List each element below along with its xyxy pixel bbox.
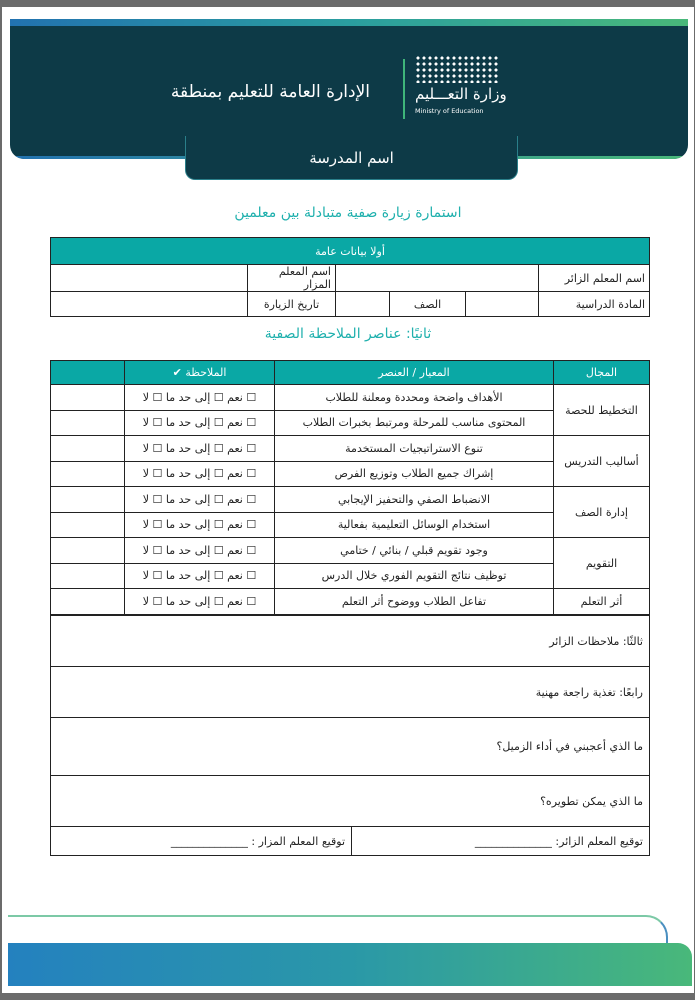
domain-cell: إدارة الصف [554, 487, 650, 538]
extra-cell[interactable] [51, 461, 125, 487]
section2-title: ثانيًا: عناصر الملاحظة الصفية [264, 326, 432, 342]
section1-header: أولا بيانات عامة [51, 238, 650, 265]
table-row [51, 385, 650, 411]
region-title: الإدارة العامة للتعليم بمنطقة [170, 82, 370, 102]
rating-checkboxes[interactable]: ☐ نعم ☐ إلى حد ما ☐ لا [125, 487, 275, 513]
criterion-cell: الأهداف واضحة ومحددة ومعلنة للطلاب [275, 385, 554, 411]
ministry-name-ar: وزارة التعـــليم [415, 85, 507, 103]
school-name-tab: اسم المدرسة [185, 136, 518, 180]
rating-checkboxes[interactable]: ☐ نعم ☐ إلى حد ما ☐ لا [125, 538, 275, 564]
rating-checkboxes[interactable]: ☐ نعم ☐ إلى حد ما ☐ لا [125, 461, 275, 487]
extra-cell[interactable] [51, 436, 125, 462]
col-extra [51, 361, 125, 385]
subject-field[interactable] [466, 292, 539, 317]
extra-cell[interactable] [51, 538, 125, 564]
criterion-cell: إشراك جميع الطلاب وتوزيع الفرص [275, 461, 554, 487]
table-row [51, 589, 650, 615]
subject-label: المادة الدراسية [539, 292, 650, 317]
rating-checkboxes[interactable]: ☐ نعم ☐ إلى حد ما ☐ لا [125, 563, 275, 589]
extra-cell[interactable] [51, 589, 125, 615]
criterion-cell: وجود تقويم قبلي / بنائي / ختامي [275, 538, 554, 564]
class-label: الصف [390, 292, 466, 317]
col-criterion: المعيار / العنصر [275, 361, 554, 385]
rating-checkboxes[interactable]: ☐ نعم ☐ إلى حد ما ☐ لا [125, 589, 275, 615]
visitor-signature[interactable]: توقيع المعلم الزائر: ______________ [352, 827, 650, 856]
feedback-table [50, 615, 650, 856]
visitor-field[interactable] [336, 265, 539, 292]
extra-cell[interactable] [51, 563, 125, 589]
observation-table [50, 360, 650, 615]
criterion-cell: تفاعل الطلاب ووضوح أثر التعلم [275, 589, 554, 615]
visited-signature[interactable]: توقيع المعلم المزار : ______________ [51, 827, 352, 856]
footer-line [8, 915, 668, 945]
table-row [51, 436, 650, 462]
footer-band [8, 943, 692, 986]
date-label: تاريخ الزيارة [248, 292, 336, 317]
logo-dots-icon [415, 55, 500, 83]
visited-label: اسم المعلم المزار [248, 265, 336, 292]
visited-field[interactable] [51, 265, 248, 292]
ministry-name-en: Ministry of Education [415, 107, 484, 115]
table-row [51, 538, 650, 564]
domain-cell: أساليب التدريس [554, 436, 650, 487]
liked-field[interactable]: ما الذي أعجبني في أداء الزميل؟ [51, 718, 650, 776]
improve-field[interactable]: ما الذي يمكن تطويره؟ [51, 776, 650, 827]
general-info-table [50, 237, 650, 317]
extra-cell[interactable] [51, 512, 125, 538]
class-field[interactable] [336, 292, 390, 317]
table-row [51, 487, 650, 513]
criterion-cell: الانضباط الصفي والتحفيز الإيجابي [275, 487, 554, 513]
rating-checkboxes[interactable]: ☐ نعم ☐ إلى حد ما ☐ لا [125, 385, 275, 411]
visitor-notes[interactable]: ثالثًا: ملاحظات الزائر [51, 616, 650, 667]
form-title: استمارة زيارة صفية متبادلة بين معلمين [234, 205, 462, 221]
criterion-cell: تنوع الاستراتيجيات المستخدمة [275, 436, 554, 462]
domain-cell: أثر التعلم [554, 589, 650, 615]
rating-checkboxes[interactable]: ☐ نعم ☐ إلى حد ما ☐ لا [125, 436, 275, 462]
rating-checkboxes[interactable]: ☐ نعم ☐ إلى حد ما ☐ لا [125, 512, 275, 538]
extra-cell[interactable] [51, 487, 125, 513]
ministry-logo [403, 55, 513, 125]
form-page [2, 7, 694, 993]
criterion-cell: توظيف نتائج التقويم الفوري خلال الدرس [275, 563, 554, 589]
logo-divider [403, 59, 405, 119]
domain-cell: التخطيط للحصة [554, 385, 650, 436]
col-domain: المجال [554, 361, 650, 385]
domain-cell: التقويم [554, 538, 650, 589]
extra-cell[interactable] [51, 410, 125, 436]
visitor-label: اسم المعلم الزائر [539, 265, 650, 292]
criterion-cell: المحتوى مناسب للمرحلة ومرتبط بخبرات الطلاب [275, 410, 554, 436]
header-stripe [10, 19, 688, 26]
extra-cell[interactable] [51, 385, 125, 411]
criterion-cell: استخدام الوسائل التعليمية بفعالية [275, 512, 554, 538]
col-note: الملاحظة ✔ [125, 361, 275, 385]
date-field[interactable] [51, 292, 248, 317]
rating-checkboxes[interactable]: ☐ نعم ☐ إلى حد ما ☐ لا [125, 410, 275, 436]
professional-feedback[interactable]: رابعًا: تغذية راجعة مهنية [51, 667, 650, 718]
